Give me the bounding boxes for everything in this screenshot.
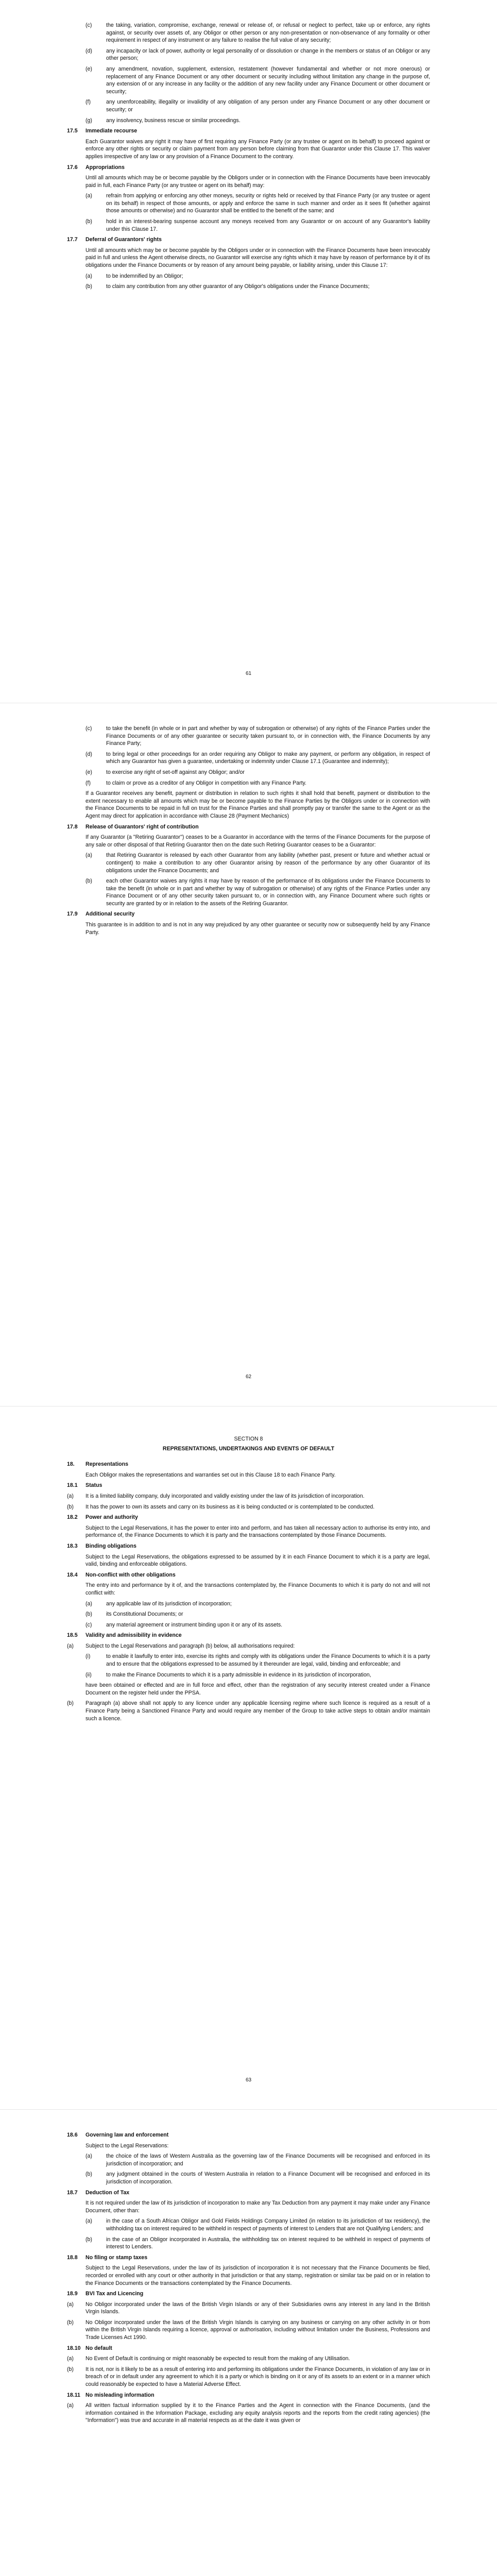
clause-heading — [67, 2131, 430, 2139]
sub-clause-text: to claim or prove as a creditor of any Obligor in competition with any Finance Party. — [106, 779, 307, 786]
paragraph-label: (a) — [67, 1642, 74, 1649]
clause-number: 17.6 — [67, 164, 78, 171]
page-content — [67, 1428, 430, 1725]
clause-heading — [67, 910, 430, 918]
sub-clause-text: that Retiring Guarantor is released by each other Guarantor from any liability (whether past, present or future and whether actual or contingent) to make a contribution to any other Guarantor arising by reason of the performance by any other Guarantor of its obligations under the Finance Documents; and — [106, 852, 430, 874]
section-title: REPRESENTATIONS, UNDERTAKINGS AND EVENTS OF DEFAULT — [162, 1445, 335, 1452]
body-paragraph: Subject to the Legal Reservations, the obligations expressed to be assumed by it in each Finance Document to which it is a party are legal, valid, binding and enforceable obligations. — [85, 1553, 430, 1568]
sub-clause — [67, 218, 430, 233]
clause-number: 18.6 — [67, 2132, 78, 2138]
clause-title: Appropriations — [85, 164, 125, 171]
sub-clause — [67, 779, 430, 787]
sub-clause — [67, 22, 430, 44]
clause-paragraph — [67, 1700, 430, 1722]
clause-paragraph — [67, 2301, 430, 2316]
document-page-63 — [0, 1406, 497, 2110]
sub-clause-label: (a) — [85, 2218, 92, 2225]
paragraph-label: (b) — [67, 1503, 74, 1510]
sub-clause-label: (f) — [85, 99, 91, 106]
paragraph-label: (b) — [67, 2366, 74, 2372]
sub-clause — [67, 852, 430, 874]
clause-number: 18.11 — [67, 2392, 80, 2398]
clause-title: Binding obligations — [85, 1543, 136, 1549]
sub-clause-label: (c) — [85, 725, 92, 732]
clause-title: Immediate recourse — [85, 128, 138, 134]
sub-clause-text: any material agreement or instrument binding upon it or any of its assets. — [106, 1621, 283, 1628]
page-content — [67, 2131, 430, 2428]
sub-clause-text: in the case of a South African Obligor and Gold Fields Holdings Company Limited (in relation to its jurisdiction of tax residency), the withholding tax on interest required to be withheld in respect of payments of interest to Lenders that are not Qualifying Lenders; and — [106, 2218, 430, 2232]
body-paragraph: Until all amounts which may be or become payable by the Obligors under or in connection with the Finance Documents have been irrevocably paid in full, each Finance Party (or any trustee or agent on its behalf) may: — [85, 175, 430, 189]
body-paragraph: If a Guarantor receives any benefit, payment or distribution in relation to such rights it shall hold that benefit, payment or distribution to the extent necessary to enable all amounts which may be or become payable to the Finance Parties by the Obligors under or in connection with the Finance Documents to be repaid in full on trust for the Finance Parties and shall promptly pay or transfer the same to the Agent or as the Agent may direct for application in accordance with Clause 28 (Payment Mechanics) — [85, 790, 430, 819]
clause-title: Deduction of Tax — [85, 2189, 130, 2196]
clause-heading — [67, 2345, 430, 2352]
sub-clause-label: (b) — [85, 2171, 92, 2178]
clause-heading — [67, 1571, 430, 1579]
sub-clause — [67, 769, 430, 776]
sub-clause — [67, 117, 430, 125]
clause-heading — [67, 2189, 430, 2197]
sub-clause-label: (e) — [85, 769, 92, 775]
page-number: 62 — [245, 1374, 252, 1380]
clause-number: 18.5 — [67, 1632, 78, 1639]
sub-clause-label: (b) — [85, 218, 92, 225]
sub-clause-text: to claim any contribution from any other guarantor of any Obligor's obligations under the Finance Documents; — [106, 283, 370, 290]
sub-clause-label: (i) — [85, 1653, 91, 1660]
body-paragraph: Subject to the Legal Reservations: — [85, 2142, 169, 2149]
paragraph-text: It is not, nor is it likely to be as a result of entering into and performing its obligations under the Finance Documents, in violation of any law or in breach of or in default under any agreement to which it is a party or which is binding on it or any of its assets to an extent or in a manner which could reasonably be expected to have a Material Adverse Effect. — [85, 2366, 430, 2388]
sub-clause — [67, 2153, 430, 2167]
clause-title: Governing law and enforcement — [85, 2132, 169, 2138]
clause-title: BVI Tax and Licencing — [85, 2291, 144, 2297]
body-paragraph: It is not required under the law of its jurisdiction of incorporation to make any Tax Deduction from any payment it may make under any Finance Document, other than: — [85, 2200, 430, 2214]
body-paragraph: have been obtained or effected and are in full force and effect, other than the registration of any security interest created under a Finance Document on the register held under the PPSA. — [85, 1682, 430, 1696]
sub-clause-label: (e) — [85, 65, 92, 72]
clause-title: Power and authority — [85, 1514, 138, 1521]
sub-clause-text: the choice of the laws of Western Australia as the governing law of the Finance Documents will be recognised and enforced in its jurisdiction of incorporation; and — [106, 2153, 430, 2167]
section-label: SECTION 8 — [234, 1436, 263, 1442]
sub-clause-label: (a) — [85, 273, 92, 279]
paragraph-label: (a) — [67, 2355, 74, 2362]
sub-clause — [67, 877, 430, 907]
clause-number: 18.10 — [67, 2345, 81, 2351]
sub-clause-text: to exercise any right of set-off against any Obligor; and/or — [106, 769, 245, 775]
paragraph-label: (a) — [67, 1493, 74, 1499]
clause-title: Representations — [85, 1461, 129, 1468]
sub-clause-text: any applicable law of its jurisdiction of incorporation; — [106, 1600, 232, 1607]
paragraph-label: (a) — [67, 2301, 74, 2308]
clause-paragraph — [67, 2355, 430, 2363]
sub-clause — [67, 2217, 430, 2232]
clause-number: 18.8 — [67, 2254, 78, 2261]
sub-clause-text: the taking, variation, compromise, exchange, renewal or release of, or refusal or neglect to perfect, take up or enforce, any rights against, or security over assets of, any Obligor or other person or any non-presentation or non-observance of any formality or other requirement in respect of any instrument or any failure to realise the full value of any security; — [106, 22, 430, 44]
sub-clause — [67, 2171, 430, 2185]
clause-number: 18.3 — [67, 1543, 78, 1549]
sub-clause — [67, 98, 430, 113]
sub-clause-label: (b) — [85, 2236, 92, 2243]
clause-paragraph — [67, 2319, 430, 2342]
clause-number: 18.7 — [67, 2189, 78, 2196]
clause-paragraph — [67, 2402, 430, 2425]
clause-number: 17.9 — [67, 911, 78, 918]
sub-clause — [67, 725, 430, 748]
clause-number: 18.4 — [67, 1571, 78, 1578]
sub-clause — [67, 1611, 430, 1618]
paragraph-label: (b) — [67, 1700, 74, 1707]
clause-heading — [67, 1632, 430, 1639]
paragraph-text: Paragraph (a) above shall not apply to any licence under any applicable licensing regime where such licence is required as a result of a Finance Party being a Sanctioned Finance Party and would require any member of the Group to take active steps to obtain and/or maintain such a licence. — [85, 1700, 430, 1722]
paragraph-text: All written factual information supplied by it to the Finance Parties and the Agent in connection with the Finance Documents, (and the information contained in the Information Package, excluding any equity analysis reports and the reports from the credit rating agencies) (the "Information") was true and accurate in all material respects as at the date it was given or — [85, 2402, 430, 2424]
body-paragraph: Until all amounts which may be or become payable by the Obligors under or in connection with the Finance Documents have been irrevocably paid in full and unless the Agent otherwise directs, no Guarantor will exercise any rights which it may have by reason of performance by it of its obligations under the Finance Documents or by reason of any amount being payable, or liability arising, under this Clause 17: — [85, 247, 430, 269]
sub-clause-label: (b) — [85, 1611, 92, 1618]
paragraph-label: (a) — [67, 2402, 74, 2409]
document-page-61 — [0, 0, 497, 703]
clause-number: 18. — [67, 1461, 75, 1468]
sub-clause-text: in the case of an Obligor incorporated in Australia, the withholding tax on interest required to be withheld in respect of payments of interest to Lenders. — [106, 2236, 430, 2250]
clause-heading — [67, 2392, 430, 2399]
clause-title: No filing or stamp taxes — [85, 2254, 148, 2261]
clause-heading — [67, 1482, 430, 1489]
body-paragraph: Each Guarantor waives any right it may have of first requiring any Finance Party (or any trustee or agent on its behalf) to proceed against or enforce any other rights or security or claim payment from any person before claiming from that Guarantor under this Clause 17. This waiver applies irrespective of any law or any provision of a Finance Document to the contrary. — [85, 138, 430, 160]
sub-clause-label: (a) — [85, 193, 92, 199]
paragraph-label: (b) — [67, 2319, 74, 2326]
sub-clause-label: (a) — [85, 1600, 92, 1607]
sub-clause-text: to take the benefit (in whole or in part and whether by way of subrogation or otherwise) of any rights of the Finance Parties under the Finance Documents or of any other guarantee or security taken pursuant to, or in connection with, the Finance Documents by any Finance Party; — [106, 725, 430, 747]
sub-clause-label: (a) — [85, 852, 92, 859]
sub-clause — [67, 283, 430, 291]
sub-clause-text: its Constitutional Documents; or — [106, 1611, 183, 1618]
page-content — [67, 725, 430, 939]
clause-heading — [67, 236, 430, 244]
sub-clause-text: to be indemnified by an Obligor; — [106, 273, 183, 279]
sub-clause — [67, 2236, 430, 2251]
clause-heading — [67, 1461, 430, 1468]
sub-clause-text: to bring legal or other proceedings for an order requiring any Obligor to make any payment, or perform any obligation, in respect of which any Guarantor has given a guarantee, undertaking or indemnity under Clause 17.1 (Guarantee and indemnity); — [106, 751, 430, 765]
clause-heading — [67, 164, 430, 172]
sub-clause-label: (a) — [85, 2153, 92, 2160]
paragraph-text: It has the power to own its assets and carry on its business as it is being conducted or is contemplated to be conducted. — [85, 1503, 375, 1510]
sub-clause-text: any amendment, novation, supplement, extension, restatement (however fundamental and whether or not more onerous) or replacement of any Finance Document or any other document or security including without limitation any change in the purpose of, any extension of or any increase in any facility or the addition of any new facility under any Finance Document or other document or security; — [106, 65, 430, 95]
sub-clause-text: any judgment obtained in the courts of Western Australia in relation to a Finance Document will be recognised and enforced in its jurisdiction of incorporation. — [106, 2171, 430, 2185]
sub-clause-text: to make the Finance Documents to which it is a party admissible in evidence in its jurisdiction of incorporation, — [106, 1671, 371, 1678]
sub-clause-label: (b) — [85, 283, 92, 290]
sub-clause-label: (f) — [85, 779, 91, 786]
page-number: 61 — [245, 671, 252, 676]
clause-title: Deferral of Guarantors' rights — [85, 236, 162, 243]
clause-title: Status — [85, 1482, 102, 1489]
sub-clause-label: (b) — [85, 878, 92, 885]
page-content — [67, 22, 430, 294]
sub-clause — [67, 1671, 430, 1679]
clause-heading — [67, 2254, 430, 2262]
sub-clause — [67, 192, 430, 215]
sub-clause-text: any unenforceability, illegality or invalidity of any obligation of any person under any Finance Document or any other document or security; or — [106, 99, 430, 113]
paragraph-text: No Event of Default is continuing or might reasonably be expected to result from the making of any Utilisation. — [85, 2355, 350, 2362]
paragraph-text: No Obligor incorporated under the laws of the British Virgin Islands is carrying on any business or carrying on any other activity in or from within the British Virgin Islands requiring a licence, approval or authorisation, including without limitation under the Business, Professions and Trade Licenses Act 1990. — [85, 2319, 430, 2341]
clause-number: 17.5 — [67, 128, 78, 134]
sub-clause-text: hold in an interest-bearing suspense account any moneys received from any Guarantor or on account of any Guarantor's liability under this Clause 17. — [106, 218, 430, 232]
clause-heading — [67, 823, 430, 831]
sub-clause — [67, 273, 430, 280]
clause-title: Non-conflict with other obligations — [85, 1571, 176, 1578]
clause-heading — [67, 1514, 430, 1521]
body-paragraph: Subject to the Legal Reservations, under the law of its jurisdiction of incorporation it is not necessary that the Finance Documents be filed, recorded or enrolled with any court or other authority in that jurisdiction or that any stamp, registration or similar tax be paid on or in relation to the Finance Documents or the transactions contemplated by the Finance Documents. — [85, 2265, 430, 2286]
paragraph-text: No Obligor incorporated under the laws of the British Virgin Islands or any of their Subsidiaries owns any interest in any land in the British Virgin Islands. — [85, 2301, 430, 2315]
sub-clause-text: each other Guarantor waives any rights it may have by reason of the performance of its obligations under the Finance Documents to take the benefit (in whole or in part and whether by way of subrogation or otherwise) of any rights of the Finance Parties under any Finance Document or of any other security taken pursuant to, or in connection with, any Finance Document where such rights or security are granted by or in relation to the assets of the Retiring Guarantor. — [106, 878, 430, 907]
body-paragraph: This guarantee is in addition to and is not in any way prejudiced by any other guarantee or security now or subsequently held by any Finance Party. — [85, 922, 430, 936]
sub-clause-label: (d) — [85, 751, 92, 757]
paragraph-text: It is a limited liability company, duly incorporated and validly existing under the law of its jurisdiction of incorporation. — [85, 1493, 365, 1499]
clause-number: 18.1 — [67, 1482, 78, 1489]
clause-number: 17.8 — [67, 823, 78, 830]
clause-number: 18.2 — [67, 1514, 78, 1521]
sub-clause-text: any insolvency, business rescue or similar proceedings. — [106, 117, 241, 124]
clause-number: 18.9 — [67, 2291, 78, 2297]
clause-title: Release of Guarantors' right of contribution — [85, 823, 199, 830]
sub-clause-label: (ii) — [85, 1671, 92, 1678]
sub-clause-label: (c) — [85, 22, 92, 28]
sub-clause — [67, 1653, 430, 1668]
clause-paragraph — [67, 1642, 430, 1650]
clause-heading — [67, 127, 430, 135]
sub-clause-text: refrain from applying or enforcing any other moneys, security or rights held or received by that Finance Party (or any trustee or agent on its behalf) in respect of those amounts, or apply and enforce the same in such manner and order as it sees fit (whether against those amounts or otherwise) and no Guarantor shall be entitled to the benefit of the same; and — [106, 193, 430, 214]
sub-clause — [67, 65, 430, 95]
sub-clause-label: (d) — [85, 47, 92, 54]
body-paragraph: Subject to the Legal Reservations, it has the power to enter into and perform, and has taken all necessary action to authorise its entry into, and performance of, the Finance Documents to which it is party and the transactions contemplated by those Finance Documents. — [85, 1524, 430, 1539]
body-paragraph: The entry into and performance by it of, and the transactions contemplated by, the Finance Documents to which it is party do not and will not conflict with: — [85, 1582, 430, 1596]
sub-clause — [67, 751, 430, 766]
clause-heading — [67, 1543, 430, 1550]
paragraph-text: Subject to the Legal Reservations and paragraph (b) below, all authorisations required: — [85, 1642, 295, 1649]
clause-number: 17.7 — [67, 236, 78, 243]
clause-paragraph — [67, 1493, 430, 1500]
document-page-62 — [0, 703, 497, 1406]
clause-heading — [67, 2290, 430, 2298]
sub-clause — [67, 1621, 430, 1629]
section-body — [67, 1461, 430, 1722]
sub-clause-text: any incapacity or lack of power, authority or legal personality of or dissolution or change in the members or status of an Obligor or any other person; — [106, 47, 430, 62]
page-number: 63 — [245, 2077, 252, 2083]
sub-clause — [67, 47, 430, 62]
clause-title: Additional security — [85, 911, 135, 918]
body-paragraph: Each Obligor makes the representations and warranties set out in this Clause 18 to each Finance Party. — [85, 1471, 336, 1478]
document-page-64 — [0, 2110, 497, 2576]
clause-title: Validity and admissibility in evidence — [85, 1632, 182, 1639]
clause-title: No default — [85, 2345, 112, 2351]
clause-title: No misleading information — [85, 2392, 155, 2398]
clause-paragraph — [67, 2366, 430, 2388]
sub-clause-label: (c) — [85, 1621, 92, 1628]
body-paragraph: If any Guarantor (a "Retiring Guarantor") ceases to be a Guarantor in accordance with the terms of the Finance Documents for the purpose of any sale or other disposal of that Retiring Guarantor then on the date such Retiring Guarantor ceases to be a Guarantor: — [85, 834, 430, 848]
sub-clause — [67, 1600, 430, 1608]
sub-clause-label: (g) — [85, 117, 92, 124]
clause-paragraph — [67, 1503, 430, 1511]
sub-clause-text: to enable it lawfully to enter into, exercise its rights and comply with its obligations under the Finance Documents to which it is a party and to ensure that the obligations expressed to be assumed by it thereunder are legal, valid, binding and enforceable; and — [106, 1653, 430, 1668]
